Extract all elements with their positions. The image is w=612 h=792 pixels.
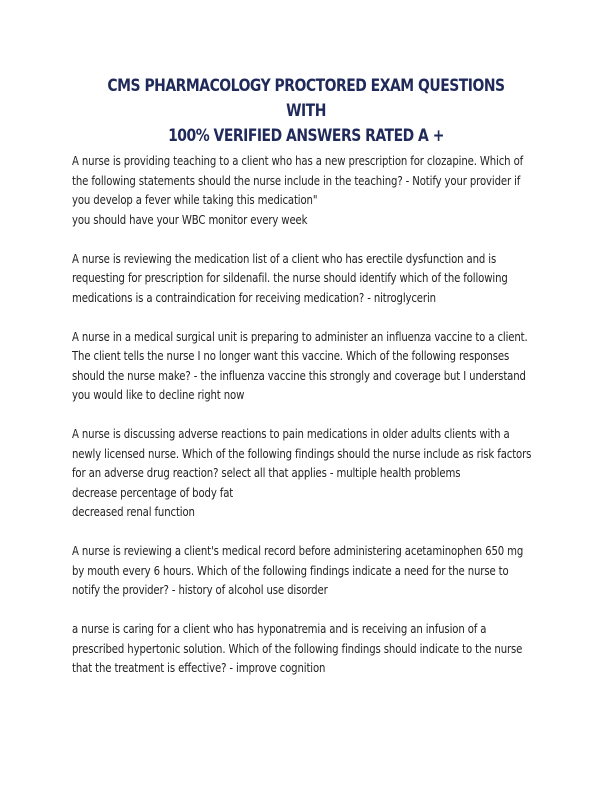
paragraph-line: requesting for prescription for sildenafil. the nurse should identify which of the following (72, 271, 508, 285)
paragraph-line: should the nurse make? - the influenza vaccine this strongly and coverage but I understand (72, 368, 526, 383)
paragraph-line: you would like to decline right now (72, 388, 245, 402)
paragraph-line: for an adverse drug reaction? select all that applies - multiple health problems (72, 466, 461, 480)
paragraph-line: medications is a contraindication for receiving medication? - nitroglycerin (72, 290, 436, 305)
paragraph-line: you develop a fever while taking this medication" (72, 193, 318, 207)
paragraph-line: A nurse is discussing adverse reactions to pain medications in older adults clients with a (72, 427, 510, 441)
title-line: CMS PHARMACOLOGY PROCTORED EXAM QUESTIONS WITH (107, 76, 505, 121)
paragraph-line: notify the provider? - history of alcohol use disorder (72, 583, 328, 597)
question-paragraph (72, 620, 537, 679)
paragraph-line: A nurse is reviewing a client's medical record before administering acetaminophen 650 mg (72, 544, 524, 558)
paragraph-line: decrease percentage of body fat (72, 485, 234, 500)
paragraph-line: newly licensed nurse. Which of the following findings should the nurse include as risk factors (72, 446, 532, 461)
paragraph-line: prescribed hypertonic solution. Which of the following findings should indicate to the nurse (72, 641, 523, 656)
question-paragraph (72, 328, 537, 406)
paragraph-line: The client tells the nurse I no longer want this vaccine. Which of the following responses (72, 349, 510, 363)
document-title (88, 74, 524, 149)
question-paragraph (72, 250, 537, 309)
paragraph-line: the following statements should the nurse include in the teaching? - Notify your provider if (72, 173, 521, 188)
paragraph-line: you should have your WBC monitor every week (72, 212, 308, 227)
paragraph-line: by mouth every 6 hours. Which of the following findings indicate a need for the nurse to (72, 563, 509, 578)
document-body (72, 152, 537, 698)
paragraph-line: a nurse is caring for a client who has hyponatremia and is receiving an infusion of a (72, 622, 487, 636)
paragraph-line: A nurse in a medical surgical unit is preparing to administer an influenza vaccine to a client. (72, 329, 528, 344)
question-paragraph (72, 152, 537, 230)
paragraph-line: A nurse is reviewing the medication list of a client who has erectile dysfunction and is (72, 251, 497, 266)
question-paragraph (72, 542, 537, 601)
paragraph-line: decreased renal function (72, 505, 195, 519)
paragraph-line: that the treatment is effective? - improve cognition (72, 661, 326, 675)
title-line: 100% VERIFIED ANSWERS RATED A + (168, 126, 444, 146)
paragraph-line: A nurse is providing teaching to a client who has a new prescription for clozapine. Which of (72, 154, 524, 168)
question-paragraph (72, 425, 537, 523)
